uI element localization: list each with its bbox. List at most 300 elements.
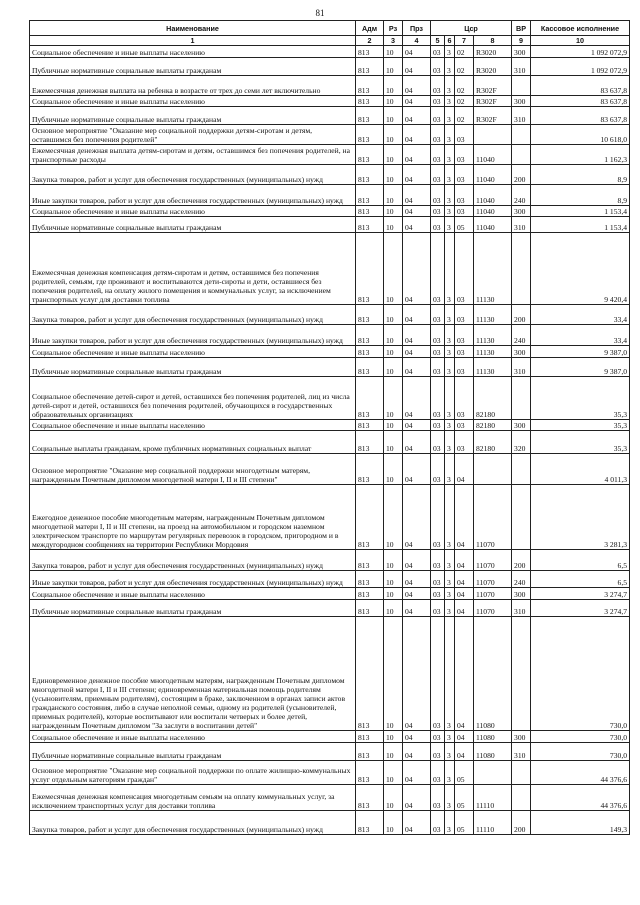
column-number: 2 (356, 36, 384, 46)
table-row (30, 233, 630, 305)
row-vr: 310 (512, 743, 531, 761)
row-rz: 10 (384, 550, 403, 571)
row-adm: 813 (356, 431, 384, 454)
row-prz: 04 (403, 600, 431, 617)
row-vr: 310 (512, 358, 531, 377)
row-csr-direction: 11110 (474, 811, 512, 835)
table-row (30, 454, 630, 485)
row-csr-direction: 11040 (474, 217, 512, 233)
row-name: Иные закупки товаров, работ и услуг для обеспечения государственных (муниципальных) нужд (30, 185, 356, 206)
row-csr-event: 03 (455, 145, 474, 165)
row-name: Иные закупки товаров, работ и услуг для обеспечения государственных (муниципальных) нужд (30, 571, 356, 588)
row-vr (512, 485, 531, 550)
row-csr-program: 03 (431, 46, 445, 58)
table-row (30, 76, 630, 96)
column-number: 8 (474, 36, 512, 46)
row-prz: 04 (403, 125, 431, 145)
row-csr-program: 03 (431, 731, 445, 743)
row-csr-subprogram: 3 (445, 785, 455, 811)
row-csr-program: 03 (431, 206, 445, 217)
row-csr-subprogram: 3 (445, 185, 455, 206)
column-number: 9 (512, 36, 531, 46)
row-prz: 04 (403, 617, 431, 731)
row-name: Закупка товаров, работ и услуг для обеспечения государственных (муниципальных) нужд (30, 305, 356, 325)
row-vr: 300 (512, 46, 531, 58)
row-adm: 813 (356, 46, 384, 58)
row-csr-event: 03 (455, 206, 474, 217)
column-number-row (30, 36, 630, 46)
row-csr-subprogram: 3 (445, 571, 455, 588)
row-name: Закупка товаров, работ и услуг для обеспечения государственных (муниципальных) нужд (30, 550, 356, 571)
row-csr-subprogram: 3 (445, 125, 455, 145)
row-vr: 300 (512, 731, 531, 743)
table-row (30, 165, 630, 185)
row-name: Основное мероприятие "Оказание мер социальной поддержки детям-сиротам и детям, оставшимся без попечения родителей" (30, 125, 356, 145)
row-name: Публичные нормативные социальные выплаты гражданам (30, 107, 356, 125)
row-rz: 10 (384, 743, 403, 761)
row-csr-event: 04 (455, 600, 474, 617)
header-row (30, 21, 630, 36)
row-prz: 04 (403, 785, 431, 811)
row-csr-direction (474, 454, 512, 485)
row-csr-event: 02 (455, 46, 474, 58)
row-vr: 310 (512, 217, 531, 233)
row-rz: 10 (384, 76, 403, 96)
row-amount: 8,9 (531, 165, 630, 185)
column-number: 1 (30, 36, 356, 46)
row-csr-event: 04 (455, 731, 474, 743)
row-csr-subprogram: 3 (445, 346, 455, 358)
row-prz: 04 (403, 358, 431, 377)
row-csr-event: 04 (455, 454, 474, 485)
row-csr-subprogram: 3 (445, 58, 455, 76)
row-name: Социальное обеспечение и иные выплаты населению (30, 96, 356, 107)
row-rz: 10 (384, 571, 403, 588)
row-csr-subprogram: 3 (445, 107, 455, 125)
row-vr (512, 233, 531, 305)
table-row (30, 185, 630, 206)
table-row (30, 125, 630, 145)
row-csr-program: 03 (431, 233, 445, 305)
table-row (30, 420, 630, 431)
row-csr-event: 04 (455, 485, 474, 550)
row-vr: 240 (512, 185, 531, 206)
row-name: Ежемесячная денежная компенсация многодетным семьям на оплату коммунальных услуг, за исключением транспортных услуг для доставки топлива (30, 785, 356, 811)
row-rz: 10 (384, 358, 403, 377)
row-adm: 813 (356, 571, 384, 588)
row-prz: 04 (403, 731, 431, 743)
table-body (30, 46, 630, 835)
row-rz: 10 (384, 206, 403, 217)
row-adm: 813 (356, 588, 384, 600)
row-rz: 10 (384, 346, 403, 358)
row-name: Публичные нормативные социальные выплаты гражданам (30, 743, 356, 761)
table-row (30, 761, 630, 785)
row-csr-program: 03 (431, 96, 445, 107)
row-rz: 10 (384, 588, 403, 600)
row-amount: 3 281,3 (531, 485, 630, 550)
row-csr-direction: 11040 (474, 206, 512, 217)
table-row (30, 107, 630, 125)
row-prz: 04 (403, 550, 431, 571)
row-amount: 44 376,6 (531, 785, 630, 811)
table-row (30, 377, 630, 420)
table-row (30, 588, 630, 600)
row-rz: 10 (384, 431, 403, 454)
row-amount: 149,3 (531, 811, 630, 835)
row-amount: 730,0 (531, 731, 630, 743)
row-amount: 6,5 (531, 550, 630, 571)
table-row (30, 785, 630, 811)
row-adm: 813 (356, 743, 384, 761)
row-amount: 1 092 072,9 (531, 46, 630, 58)
row-rz: 10 (384, 58, 403, 76)
row-csr-program: 03 (431, 165, 445, 185)
row-adm: 813 (356, 233, 384, 305)
row-csr-direction: 11070 (474, 571, 512, 588)
row-adm: 813 (356, 145, 384, 165)
row-csr-subprogram: 3 (445, 600, 455, 617)
row-csr-subprogram: 3 (445, 743, 455, 761)
row-rz: 10 (384, 731, 403, 743)
row-csr-direction (474, 761, 512, 785)
row-vr: 300 (512, 588, 531, 600)
column-number: 7 (455, 36, 474, 46)
header-vr: ВР (512, 21, 531, 36)
table-row (30, 46, 630, 58)
header-csr: Цср (431, 21, 512, 36)
row-csr-direction (474, 125, 512, 145)
row-csr-subprogram: 3 (445, 420, 455, 431)
header-adm: Адм (356, 21, 384, 36)
row-name: Социальное обеспечение и иные выплаты населению (30, 420, 356, 431)
row-csr-event: 02 (455, 58, 474, 76)
row-amount: 9 387,0 (531, 346, 630, 358)
row-adm: 813 (356, 346, 384, 358)
header-name: Наименование (30, 21, 356, 36)
row-csr-subprogram: 3 (445, 431, 455, 454)
row-csr-subprogram: 3 (445, 76, 455, 96)
row-rz: 10 (384, 217, 403, 233)
row-adm: 813 (356, 305, 384, 325)
row-csr-direction: 11130 (474, 325, 512, 346)
table-row (30, 431, 630, 454)
row-vr: 310 (512, 107, 531, 125)
row-rz: 10 (384, 485, 403, 550)
row-csr-direction: 11130 (474, 233, 512, 305)
row-csr-direction: R3020 (474, 46, 512, 58)
row-name: Иные закупки товаров, работ и услуг для обеспечения государственных (муниципальных) нужд (30, 325, 356, 346)
row-amount: 1 162,3 (531, 145, 630, 165)
row-csr-direction: R3020 (474, 58, 512, 76)
row-amount: 35,3 (531, 377, 630, 420)
row-csr-event: 03 (455, 165, 474, 185)
row-csr-program: 03 (431, 571, 445, 588)
row-name: Социальное обеспечение и иные выплаты населению (30, 206, 356, 217)
row-amount: 3 274,7 (531, 588, 630, 600)
row-adm: 813 (356, 420, 384, 431)
row-vr: 200 (512, 811, 531, 835)
row-rz: 10 (384, 325, 403, 346)
row-name: Социальное обеспечение и иные выплаты населению (30, 588, 356, 600)
row-csr-event: 02 (455, 96, 474, 107)
row-amount: 1 092 072,9 (531, 58, 630, 76)
row-csr-subprogram: 3 (445, 217, 455, 233)
row-prz: 04 (403, 588, 431, 600)
row-csr-event: 05 (455, 761, 474, 785)
row-csr-subprogram: 3 (445, 617, 455, 731)
row-csr-program: 03 (431, 811, 445, 835)
row-adm: 813 (356, 217, 384, 233)
row-rz: 10 (384, 785, 403, 811)
row-adm: 813 (356, 185, 384, 206)
row-csr-event: 03 (455, 346, 474, 358)
header-amount: Кассовое исполнение (531, 21, 630, 36)
row-csr-program: 03 (431, 125, 445, 145)
row-amount: 730,0 (531, 617, 630, 731)
row-csr-subprogram: 3 (445, 377, 455, 420)
row-amount: 83 637,8 (531, 76, 630, 96)
row-prz: 04 (403, 454, 431, 485)
table-row (30, 485, 630, 550)
row-name: Ежемесячная денежная выплата детям-сиротам и детям, оставшимся без попечения родителей, на транспортные расходы (30, 145, 356, 165)
row-rz: 10 (384, 107, 403, 125)
row-adm: 813 (356, 58, 384, 76)
row-adm: 813 (356, 206, 384, 217)
table-row (30, 206, 630, 217)
row-amount: 9 420,4 (531, 233, 630, 305)
row-csr-direction: R302F (474, 96, 512, 107)
row-prz: 04 (403, 96, 431, 107)
table-row (30, 96, 630, 107)
row-amount: 35,3 (531, 420, 630, 431)
row-amount: 6,5 (531, 571, 630, 588)
row-csr-subprogram: 3 (445, 96, 455, 107)
row-rz: 10 (384, 305, 403, 325)
row-vr: 240 (512, 325, 531, 346)
column-number: 5 (431, 36, 445, 46)
row-name: Публичные нормативные социальные выплаты гражданам (30, 217, 356, 233)
row-adm: 813 (356, 761, 384, 785)
row-csr-program: 03 (431, 485, 445, 550)
row-vr: 300 (512, 206, 531, 217)
row-rz: 10 (384, 165, 403, 185)
table-row (30, 58, 630, 76)
row-csr-subprogram: 3 (445, 233, 455, 305)
row-csr-program: 03 (431, 107, 445, 125)
row-vr (512, 76, 531, 96)
row-rz: 10 (384, 96, 403, 107)
row-rz: 10 (384, 600, 403, 617)
table-row (30, 550, 630, 571)
table-row (30, 743, 630, 761)
row-name: Ежегодное денежное пособие многодетным матерям, награжденным Почетным дипломом многодетной матери I, II и III степени, на проезд на автомобильном и городском наземном электрическом транспорте по маршрутам регулярных перевозок в городском, пригородном и в междугородном сообщениях на территории Республики Мордовия (30, 485, 356, 550)
row-csr-program: 03 (431, 617, 445, 731)
row-csr-event: 02 (455, 107, 474, 125)
row-csr-subprogram: 3 (445, 206, 455, 217)
row-csr-program: 03 (431, 743, 445, 761)
row-amount: 33,4 (531, 325, 630, 346)
row-csr-event: 04 (455, 588, 474, 600)
row-adm: 813 (356, 785, 384, 811)
row-adm: 813 (356, 485, 384, 550)
row-csr-direction: 11070 (474, 588, 512, 600)
row-csr-event: 03 (455, 125, 474, 145)
row-csr-direction: 11130 (474, 358, 512, 377)
row-prz: 04 (403, 76, 431, 96)
row-csr-subprogram: 3 (445, 811, 455, 835)
row-csr-program: 03 (431, 454, 445, 485)
row-name: Публичные нормативные социальные выплаты гражданам (30, 58, 356, 76)
row-name: Социальное обеспечение и иные выплаты населению (30, 731, 356, 743)
row-name: Социальное обеспечение детей-сирот и детей, оставшихся без попечения родителей, лиц из числа детей-сирот и детей, оставшихся без попечения родителей, обучающихся в государственных образовательных организациях (30, 377, 356, 420)
row-vr (512, 617, 531, 731)
row-vr (512, 125, 531, 145)
row-prz: 04 (403, 761, 431, 785)
row-csr-event: 03 (455, 377, 474, 420)
row-prz: 04 (403, 185, 431, 206)
row-csr-direction: R302F (474, 76, 512, 96)
row-csr-event: 04 (455, 617, 474, 731)
column-number: 6 (445, 36, 455, 46)
row-name: Единовременное денежное пособие многодетным матерям, награжденным Почетным дипломом многодетной матери I, II и III степени; единовременная материальная помощь родителям (усыновителям, приемным родителям), состоящим в браке, заключенном в органах записи актов гражданского состояния, либо в случае неполной семьи, одному из родителей (усыновителей, приемных родителей), которые воспитывают или воспитали четверых и более детей, награжденным Почетным дипломом "За заслуги в воспитании детей" (30, 617, 356, 731)
row-csr-program: 03 (431, 76, 445, 96)
row-rz: 10 (384, 617, 403, 731)
row-csr-program: 03 (431, 346, 445, 358)
row-csr-event: 03 (455, 358, 474, 377)
row-csr-direction: 11110 (474, 785, 512, 811)
row-csr-event: 04 (455, 571, 474, 588)
row-csr-event: 03 (455, 305, 474, 325)
row-rz: 10 (384, 125, 403, 145)
row-csr-direction: 11070 (474, 600, 512, 617)
row-vr: 200 (512, 550, 531, 571)
table-row (30, 325, 630, 346)
row-adm: 813 (356, 165, 384, 185)
row-csr-direction: 11070 (474, 550, 512, 571)
row-csr-event: 04 (455, 550, 474, 571)
column-number: 10 (531, 36, 630, 46)
row-amount: 8,9 (531, 185, 630, 206)
row-csr-program: 03 (431, 58, 445, 76)
row-csr-direction: 11070 (474, 485, 512, 550)
row-csr-program: 03 (431, 358, 445, 377)
row-adm: 813 (356, 811, 384, 835)
row-vr (512, 454, 531, 485)
row-csr-program: 03 (431, 217, 445, 233)
row-csr-direction: 11080 (474, 731, 512, 743)
row-adm: 813 (356, 96, 384, 107)
row-amount: 1 153,4 (531, 217, 630, 233)
row-csr-program: 03 (431, 185, 445, 206)
row-prz: 04 (403, 217, 431, 233)
row-csr-event: 03 (455, 431, 474, 454)
row-name: Закупка товаров, работ и услуг для обеспечения государственных (муниципальных) нужд (30, 811, 356, 835)
row-vr: 310 (512, 600, 531, 617)
row-csr-event: 05 (455, 811, 474, 835)
row-amount: 35,3 (531, 431, 630, 454)
row-csr-direction: 11130 (474, 346, 512, 358)
row-vr: 200 (512, 305, 531, 325)
row-csr-event: 05 (455, 217, 474, 233)
row-adm: 813 (356, 358, 384, 377)
row-csr-program: 03 (431, 550, 445, 571)
row-vr: 300 (512, 420, 531, 431)
row-prz: 04 (403, 233, 431, 305)
row-name: Закупка товаров, работ и услуг для обеспечения государственных (муниципальных) нужд (30, 165, 356, 185)
row-vr: 320 (512, 431, 531, 454)
row-vr (512, 145, 531, 165)
row-amount: 44 376,6 (531, 761, 630, 785)
row-adm: 813 (356, 107, 384, 125)
row-amount: 730,0 (531, 743, 630, 761)
row-csr-direction: 82180 (474, 377, 512, 420)
row-prz: 04 (403, 420, 431, 431)
row-vr (512, 377, 531, 420)
row-vr: 310 (512, 58, 531, 76)
row-name: Публичные нормативные социальные выплаты гражданам (30, 358, 356, 377)
row-prz: 04 (403, 107, 431, 125)
row-prz: 04 (403, 46, 431, 58)
row-adm: 813 (356, 617, 384, 731)
row-prz: 04 (403, 58, 431, 76)
row-rz: 10 (384, 811, 403, 835)
row-csr-direction: 11040 (474, 185, 512, 206)
page-number: 81 (315, 8, 325, 18)
row-name: Ежемесячная денежная выплата на ребенка в возрасте от трех до семи лет включительно (30, 76, 356, 96)
row-csr-program: 03 (431, 600, 445, 617)
row-amount: 3 274,7 (531, 600, 630, 617)
row-vr: 300 (512, 346, 531, 358)
row-prz: 04 (403, 571, 431, 588)
table-row (30, 145, 630, 165)
row-prz: 04 (403, 377, 431, 420)
row-amount: 1 153,4 (531, 206, 630, 217)
row-csr-program: 03 (431, 420, 445, 431)
row-csr-direction: 82180 (474, 420, 512, 431)
row-csr-event: 05 (455, 785, 474, 811)
row-prz: 04 (403, 811, 431, 835)
row-csr-program: 03 (431, 377, 445, 420)
row-csr-program: 03 (431, 431, 445, 454)
row-adm: 813 (356, 76, 384, 96)
row-csr-subprogram: 3 (445, 165, 455, 185)
row-prz: 04 (403, 431, 431, 454)
table-row (30, 600, 630, 617)
row-csr-subprogram: 3 (445, 761, 455, 785)
row-csr-direction: 11040 (474, 165, 512, 185)
row-csr-program: 03 (431, 305, 445, 325)
row-prz: 04 (403, 485, 431, 550)
row-rz: 10 (384, 145, 403, 165)
row-adm: 813 (356, 325, 384, 346)
row-amount: 83 637,8 (531, 96, 630, 107)
header-prz: Прз (403, 21, 431, 36)
row-csr-program: 03 (431, 325, 445, 346)
row-vr: 200 (512, 165, 531, 185)
row-rz: 10 (384, 233, 403, 305)
row-rz: 10 (384, 377, 403, 420)
row-vr: 300 (512, 96, 531, 107)
budget-table (29, 20, 630, 835)
row-csr-subprogram: 3 (445, 145, 455, 165)
column-number: 3 (384, 36, 403, 46)
row-csr-direction: 11130 (474, 305, 512, 325)
row-prz: 04 (403, 743, 431, 761)
row-amount: 33,4 (531, 305, 630, 325)
row-rz: 10 (384, 420, 403, 431)
row-csr-subprogram: 3 (445, 731, 455, 743)
